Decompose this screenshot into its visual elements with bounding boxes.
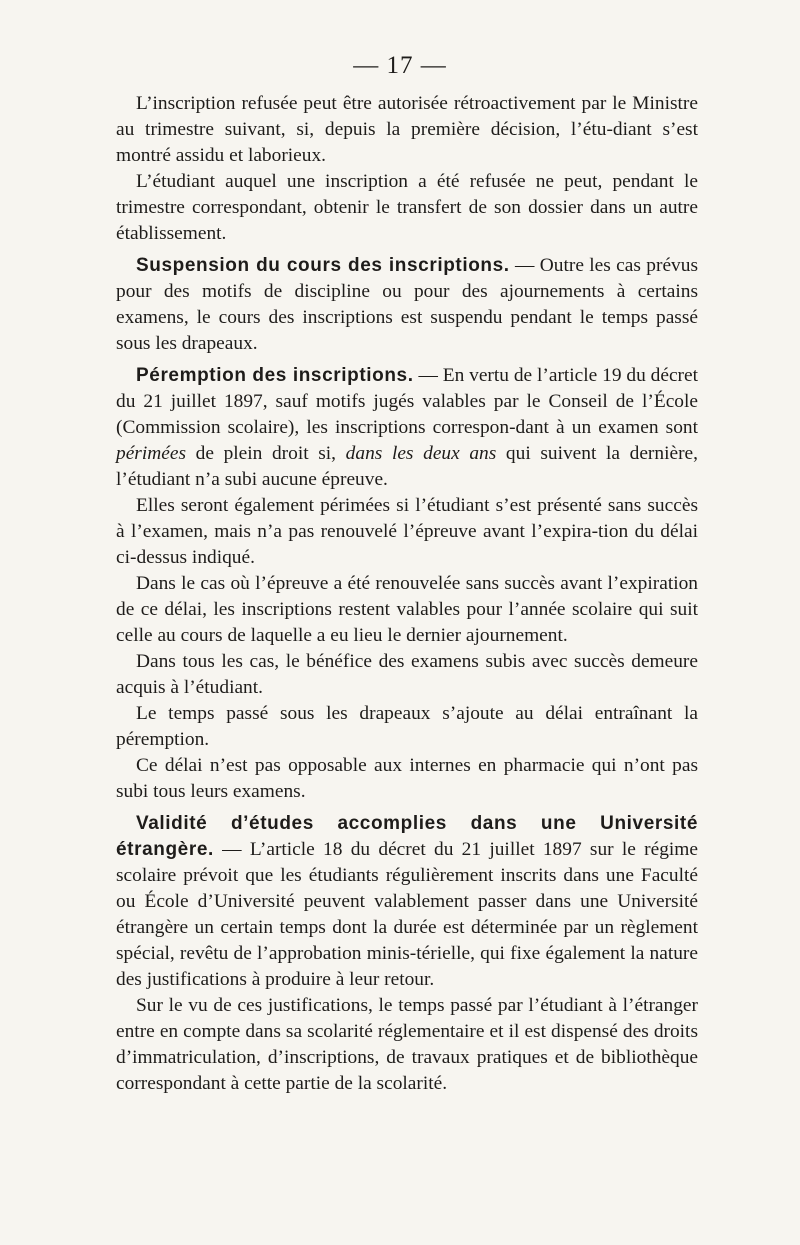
paragraph-peremption-5: Le temps passé sous les drapeaux s’ajoute au délai entraînant la péremption. [116, 703, 698, 750]
section-text-suspension: — Outre les cas prévus pour des motifs de discipline ou pour des ajournements à certains examens, le cours des inscriptions est suspendu pendant le temps passé sous les drapeaux. [116, 255, 698, 354]
paragraph-validite-2: Sur le vu de ces justifications, le temps passé par l’étudiant à l’étranger entre en compte dans sa scolarité réglementaire et il est dispensé des droits d’immatriculation, d’inscriptions, de travaux pratiques et de bibliothèque correspondant à cette partie de la scolarité. [116, 995, 698, 1094]
paragraph-peremption-3: Dans le cas où l’épreuve a été renouvelée sans succès avant l’expiration de ce délai, les inscriptions restent valables pour l’année scolaire qui suit celle au cours de laquelle a eu lieu le dernier ajournement. [116, 573, 698, 646]
peremption-text-b: de plein droit si, [186, 443, 346, 464]
paragraph-refused-inscription: L’inscription refusée peut être autorisée rétroactivement par le Ministre au trimestre suivant, si, depuis la première décision, l’étu-diant s’est montré assidu et laborieux. [116, 93, 698, 166]
body-text [116, 91, 698, 1097]
section-heading-validite: Validité d’études accomplies dans une Université étrangère. [116, 813, 698, 860]
section-text-validite: — L’article 18 du décret du 21 juillet 1897 sur le régime scolaire prévoit que les étudiants régulièrement inscrits dans une Faculté ou École d’Université peuvent valablement passer dans une Université étrangère un certain temps dont la durée est déterminée par un règlement spécial, revêtu de l’approbation minis-térielle, qui fixe également la nature des justifications à produire à leur retour. [116, 839, 698, 990]
peremption-text-a: — En vertu de l’article 19 du décret du 21 juillet 1897, sauf motifs jugés valables par le Conseil de l’École (Commission scolaire), les inscriptions correspon-dant à un examen sont [116, 365, 699, 438]
paragraph-peremption-6: Ce délai n’est pas opposable aux internes en pharmacie qui n’ont pas subi tous leurs examens. [116, 755, 698, 802]
section-suspension [116, 253, 698, 357]
peremption-text-c: qui suivent la dernière, l’étudiant n’a subi aucune épreuve. [116, 443, 698, 490]
peremption-emphasis-perimees: périmées [116, 443, 186, 464]
peremption-emphasis-deux-ans: dans les deux ans [345, 443, 497, 464]
section-validite [116, 811, 698, 993]
section-heading-peremption: Péremption des inscriptions. [136, 365, 414, 386]
section-heading-suspension: Suspension du cours des inscriptions. [136, 255, 510, 276]
paragraph-peremption-2: Elles seront également périmées si l’étudiant s’est présenté sans succès à l’examen, mais n’a pas renouvelé l’épreuve avant l’expira-tion du délai ci-dessus indiqué. [116, 495, 698, 568]
paragraph-transfer: L’étudiant auquel une inscription a été refusée ne peut, pendant le trimestre correspondant, obtenir le transfert de son dossier dans un autre établissement. [116, 171, 698, 244]
page-number: — 17 — [353, 52, 447, 79]
section-peremption [116, 363, 698, 493]
paragraph-peremption-4: Dans tous les cas, le bénéfice des examens subis avec succès demeure acquis à l’étudiant. [116, 651, 698, 698]
